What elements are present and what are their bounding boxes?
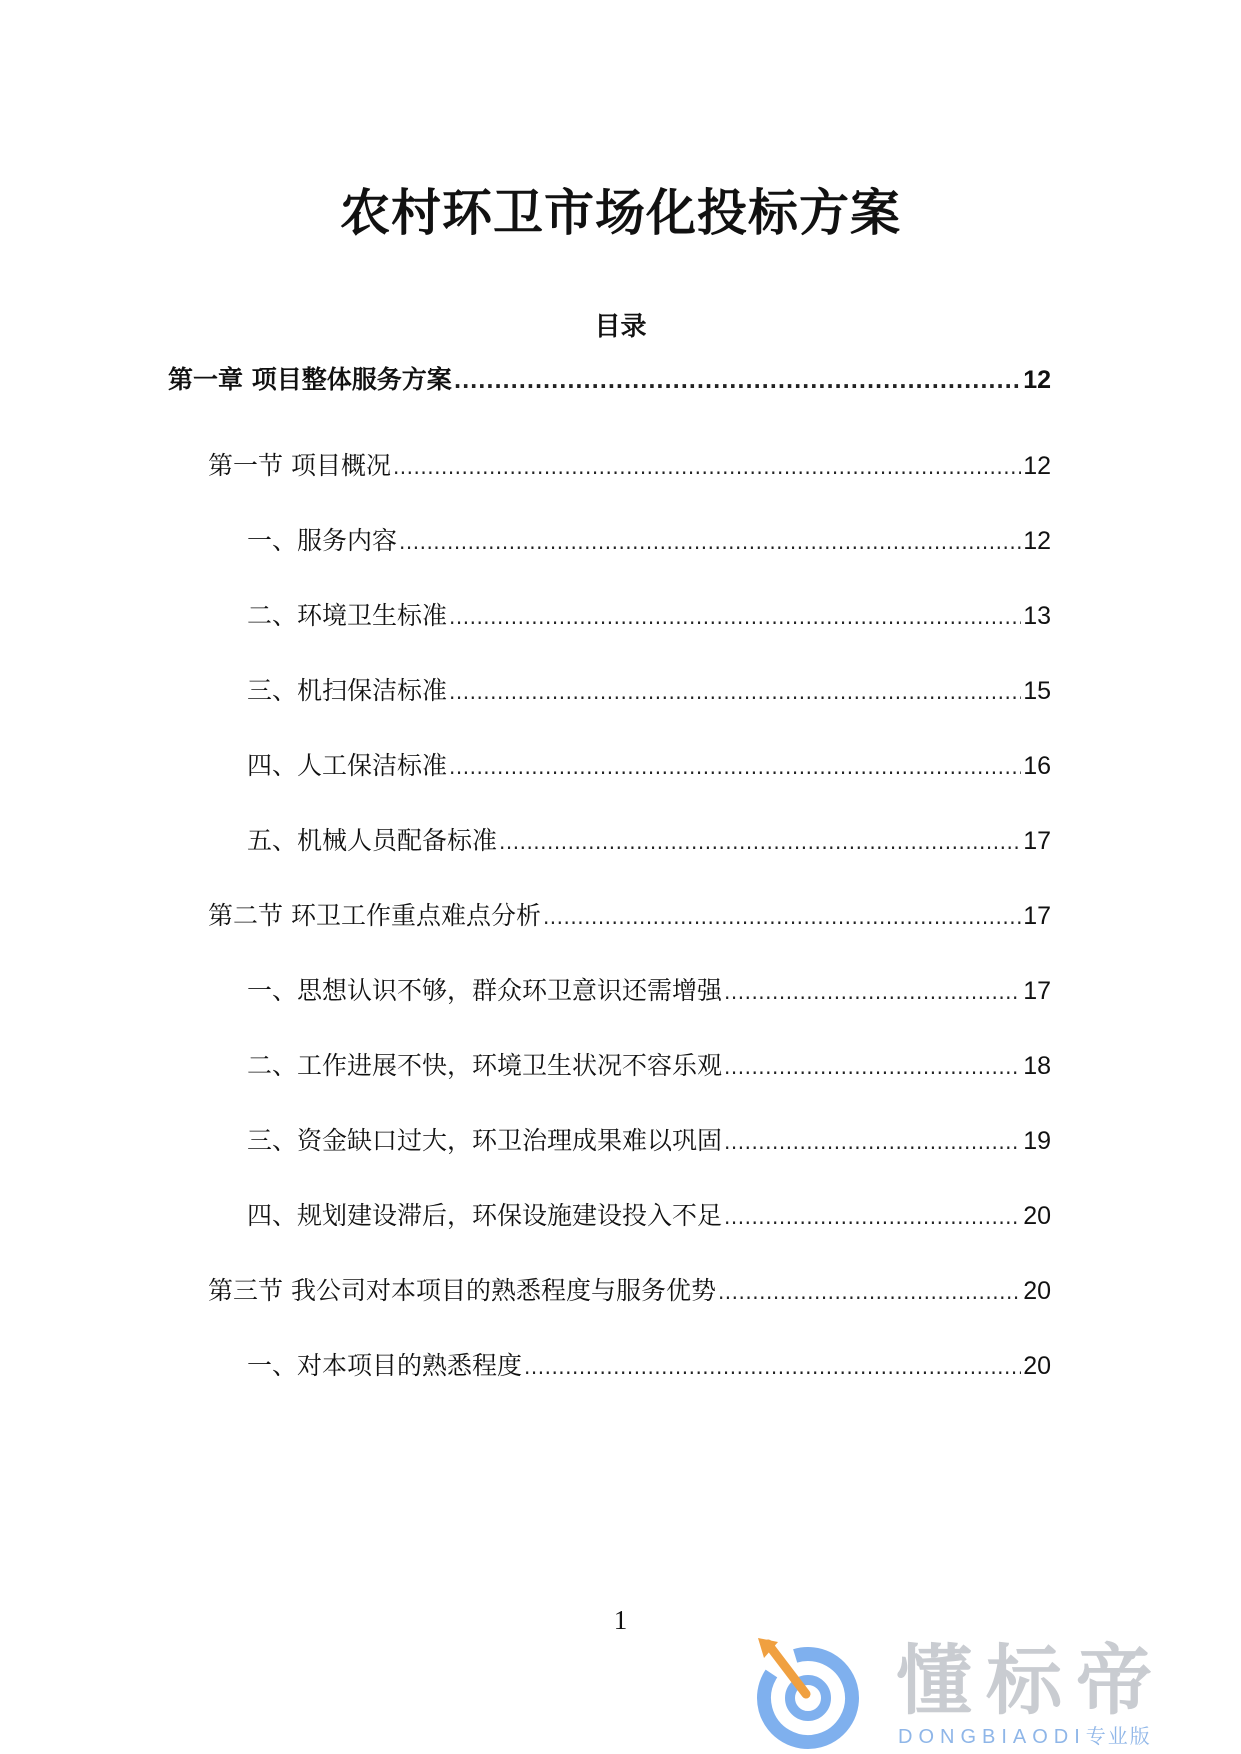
toc-entry-section-2[interactable] xyxy=(208,898,1051,935)
toc-entry-item[interactable] xyxy=(247,1123,1051,1160)
toc-leader-dots xyxy=(449,749,1021,785)
toc-leader-dots xyxy=(524,1349,1021,1385)
toc-entry-label: 一、服务内容 xyxy=(247,526,398,555)
toc-page-number: 20 xyxy=(1023,1352,1051,1380)
page-number: 1 xyxy=(613,1605,628,1635)
document-title: 农村环卫市场化投标方案 xyxy=(340,184,901,242)
toc-leader-dots xyxy=(449,674,1021,710)
toc-entry-label: 一、对本项目的熟悉程度 xyxy=(247,1351,523,1380)
toc-entry-label: 二、环境卫生标准 xyxy=(247,601,448,630)
toc-leader-dots xyxy=(724,1049,1021,1085)
toc-page-number: 20 xyxy=(1023,1202,1051,1230)
toc-leader-dots xyxy=(724,974,1021,1010)
toc-page-number: 12 xyxy=(1023,527,1051,555)
watermark-subtitle xyxy=(898,1724,1152,1749)
toc-page-number: 17 xyxy=(1023,902,1051,930)
toc-page-number: 17 xyxy=(1023,977,1051,1005)
toc-page-number: 12 xyxy=(1023,452,1051,480)
toc-leader-dots xyxy=(543,899,1021,935)
toc-entry-label: 五、机械人员配备标准 xyxy=(247,826,498,855)
toc-page-number: 20 xyxy=(1023,1277,1051,1305)
toc-leader-dots xyxy=(724,1124,1021,1160)
toc-page-number: 13 xyxy=(1023,602,1051,630)
toc-entry-item[interactable] xyxy=(247,1048,1051,1085)
toc-entry-item[interactable] xyxy=(247,973,1051,1010)
toc-entry-item[interactable] xyxy=(247,598,1051,635)
toc-entry-label: 三、机扫保洁标准 xyxy=(247,676,448,705)
toc-entry-item[interactable] xyxy=(247,1198,1051,1235)
toc-entry-item[interactable] xyxy=(247,523,1051,560)
toc-entry-item[interactable] xyxy=(247,673,1051,710)
toc-entry-item[interactable] xyxy=(247,823,1051,860)
toc-entry-label: 第一章 项目整体服务方案 xyxy=(168,365,452,394)
toc-heading: 目录 xyxy=(594,312,647,342)
toc-entry-section-3[interactable] xyxy=(208,1273,1051,1310)
target-arrow-icon xyxy=(748,1636,868,1754)
toc-entry-label: 第二节 环卫工作重点难点分析 xyxy=(208,901,541,930)
toc-entry-item[interactable] xyxy=(247,1348,1051,1385)
toc-leader-dots xyxy=(454,363,1021,399)
toc-entry-section-1[interactable] xyxy=(208,448,1051,485)
watermark-brand-name: 懂标帝 xyxy=(896,1636,1166,1725)
toc-page-number: 19 xyxy=(1023,1127,1051,1155)
toc-leader-dots xyxy=(718,1274,1021,1310)
toc-leader-dots xyxy=(449,599,1021,635)
toc-entry-label: 三、资金缺口过大，环卫治理成果难以巩固 xyxy=(247,1126,723,1155)
toc-entry-label: 第三节 我公司对本项目的熟悉程度与服务优势 xyxy=(208,1276,716,1305)
toc-entry-label: 第一节 项目概况 xyxy=(208,451,391,480)
toc-leader-dots xyxy=(399,524,1021,560)
toc-page-number: 12 xyxy=(1023,366,1051,394)
watermark-romanization: DONGBIAODI xyxy=(898,1726,1086,1748)
toc-leader-dots xyxy=(499,824,1021,860)
toc-entry-chapter-1[interactable] xyxy=(168,362,1051,399)
watermark-edition: 专业版 xyxy=(1085,1724,1152,1748)
toc-page-number: 17 xyxy=(1023,827,1051,855)
toc-page-number: 15 xyxy=(1023,677,1051,705)
brand-watermark xyxy=(748,1636,1218,1754)
toc-page-number: 18 xyxy=(1023,1052,1051,1080)
toc-entry-label: 四、人工保洁标准 xyxy=(247,751,448,780)
toc-entry-item[interactable] xyxy=(247,748,1051,785)
toc-page-number: 16 xyxy=(1023,752,1051,780)
toc-leader-dots xyxy=(724,1199,1021,1235)
toc-entry-label: 一、思想认识不够，群众环卫意识还需增强 xyxy=(247,976,723,1005)
toc-leader-dots xyxy=(393,449,1021,485)
toc-entry-label: 四、规划建设滞后，环保设施建设投入不足 xyxy=(247,1201,723,1230)
toc-entry-label: 二、工作进展不快，环境卫生状况不容乐观 xyxy=(247,1051,723,1080)
